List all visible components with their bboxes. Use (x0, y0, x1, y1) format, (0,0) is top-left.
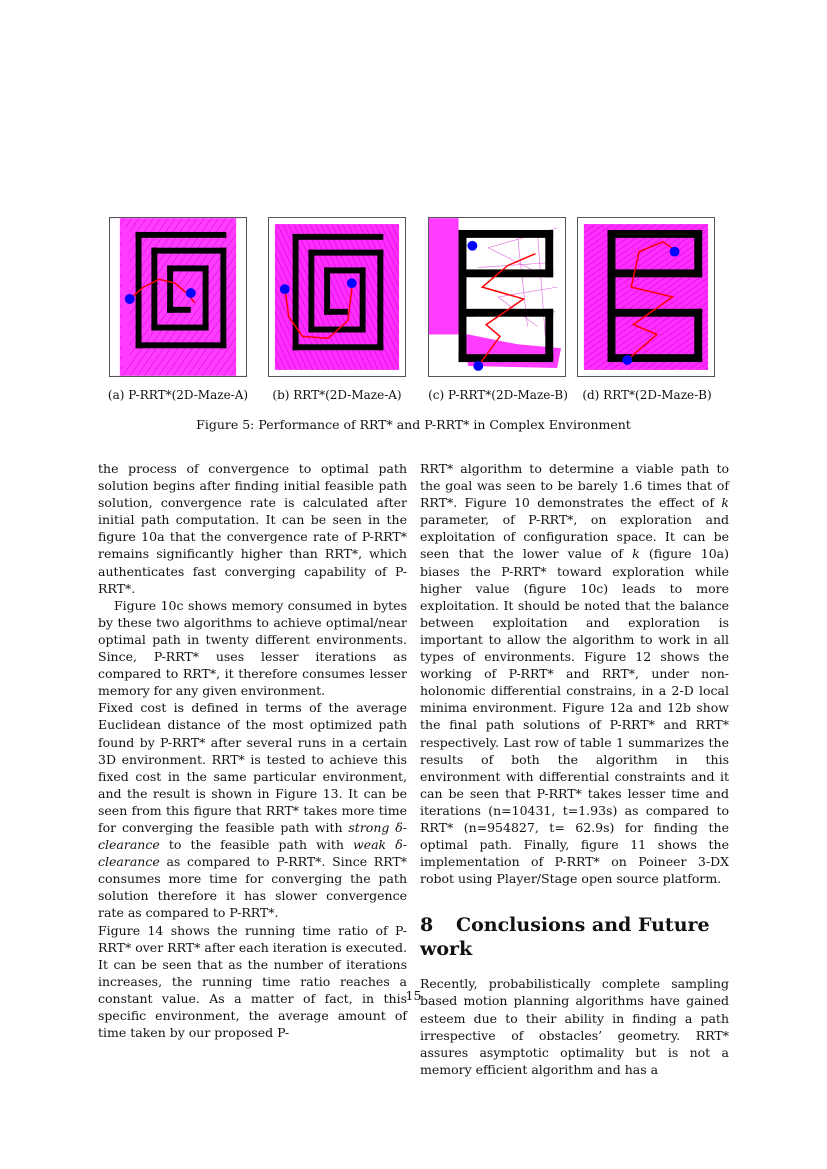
start-marker (622, 355, 632, 365)
paragraph: Figure 10c shows memory consumed in bytes by these two algorithms to achieve optimal/near optimal path in twenty different environments. Since, P-RRT* uses lesser iterations as compared to RRT*, it therefore consumes lesser memory for any given environment. (98, 597, 407, 699)
tree-region (429, 218, 459, 334)
subfigure-a-caption: (a) P-RRT*(2D-Maze-A) (107, 388, 249, 402)
goal-marker (186, 288, 196, 298)
maze-a-prrt-plot (110, 218, 246, 376)
subfigure-b-image (268, 217, 406, 377)
subfigure-b-caption: (b) RRT*(2D-Maze-A) (272, 388, 402, 402)
paragraph: Fixed cost is defined in terms of the average Euclidean distance of the most optimized path found by P-RRT* after several runs in a certain 3D environment. RRT* is tested to achieve this fixed cost in the same particular environment, and the result is shown in Figure 13. It can be seen from this figure that RRT* takes more time for converging the feasible path with strong δ-clearance to the feasible path with weak δ-clearance as compared to P-RRT*. Since RRT* consumes more time for converging the path solution therefore it has slower convergence rate as compared to P-RRT*. (98, 700, 407, 921)
subfigure-a-image (109, 217, 247, 377)
subfigure-d-caption: (d) RRT*(2D-Maze-B) (582, 388, 712, 402)
paragraph: the process of convergence to optimal path solution begins after finding initial feasible path solution, convergence rate is calculated after initial path computation. It can be seen in the figure 10a that the convergence rate of P-RRT* remains significantly higher than RRT*, which authenticates fast converging capability of P-RRT*. (98, 461, 407, 596)
subfigure-c-image (428, 217, 566, 377)
paragraph: RRT* algorithm to determine a viable path to the goal was seen to be barely 1.6 times that of RRT*. Figure 10 demonstrates the effect of k parameter, of P-RRT*, on exploration and exploitation of configuration space. It can be seen that the lower value of k (figure 10a) biases the P-RRT* toward exploration while higher value (figure 10c) leads to more exploitation. It should be noted that the balance between exploitation and exploration is important to allow the algorithm to work in all types of environments. Figure 12 shows the working of P-RRT* and RRT*, under non-holonomic differential constrains, in a 2-D local minima environment. Figure 12a and 12b show the final path solutions of P-RRT* and RRT* respectively. Last row of table 1 summarizes the results of both the algorithm in this environment with differential constraints and it can be seen that P-RRT* takes lesser time and iterations (n=10431, t=1.93s) as compared to RRT* (n=954827, t= 62.9s) for finding the optimal path. Finally, figure 11 shows the implementation of P-RRT* on Poineer 3-DX robot using Player/Stage open source platform. (420, 461, 729, 887)
tree-branches (468, 228, 557, 336)
paragraph: Recently, probabilistically complete sampling based motion planning algorithms have gained esteem due to their ability in finding a path irrespective of obstacles’ geometry. RRT* assures asymptotic optimality but is not a memory efficient algorithm and has a (420, 976, 729, 1077)
paragraph: Figure 14 shows the running time ratio of P-RRT* over RRT* after each iteration is executed. It can be seen that as the number of iterations increases, the running time ratio reaches a constant value. As a matter of fact, in this specific environment, the average amount of time taken by our proposed P- (98, 922, 407, 1041)
goal-marker (347, 278, 357, 288)
subfigure-c-caption: (c) P-RRT*(2D-Maze-B) (428, 388, 568, 402)
goal-marker (467, 241, 477, 251)
page-number: 15 (405, 988, 422, 1003)
free-space (110, 218, 120, 376)
start-marker (473, 361, 483, 371)
goal-marker (670, 247, 680, 257)
section-title: Conclusions and Future work (420, 914, 710, 961)
subfigure-d-image (577, 217, 715, 377)
tree-region (584, 224, 708, 370)
maze-b-rrt-plot (578, 218, 714, 376)
maze-b-prrt-plot (429, 218, 565, 376)
emphasis: strong δ-clearance (98, 819, 407, 853)
section-number: 8 (420, 914, 434, 937)
start-marker (125, 294, 135, 304)
left-column (98, 460, 407, 1041)
free-space (236, 218, 246, 376)
figure-caption: Figure 5: Performance of RRT* and P-RRT* in Complex Environment (196, 417, 631, 432)
start-marker (280, 284, 290, 294)
section-heading (420, 913, 729, 961)
maze-a-rrt-plot (269, 218, 405, 376)
right-column (420, 460, 729, 1078)
emphasis: weak δ-clearance (98, 837, 407, 870)
